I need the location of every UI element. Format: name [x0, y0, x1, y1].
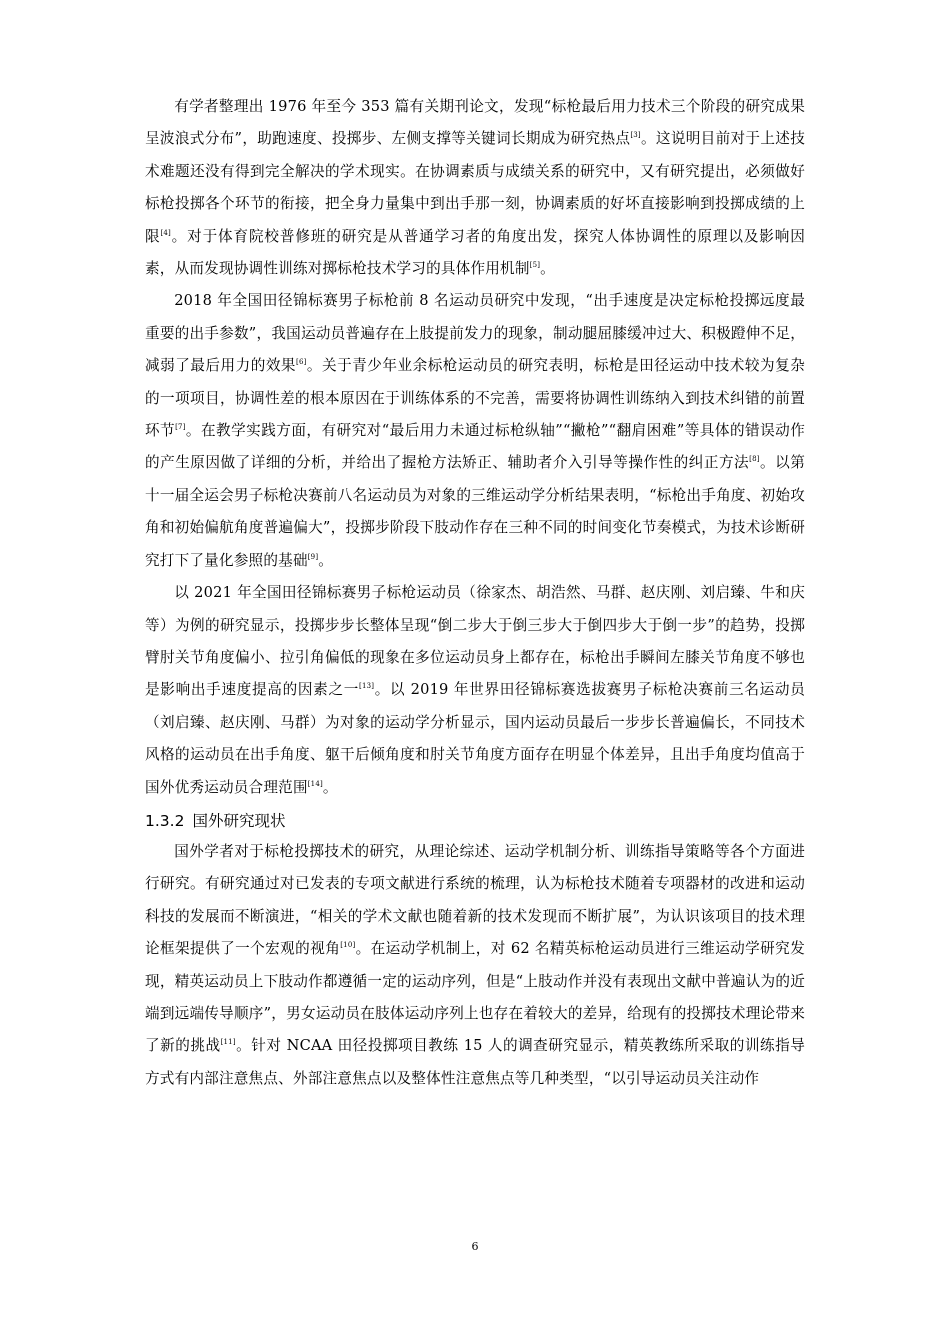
paragraph-text: 。以第十一届全运会男子标枪决赛前八名运动员为对象的三维运动学分析结果表明，“标枪出手角度、初始攻角和初始偏航角度普遍偏大”，投掷步阶段下肢动作存在三种不同的时间变化节奏模式，为技术诊断研究打下了量化参照的基础	[145, 454, 805, 569]
paragraph	[145, 577, 805, 804]
paragraph-text: 。在运动学机制上，对 62 名精英标枪运动员进行三维运动学研究发现，精英运动员上下肢动作都遵循一定的运动序列，但是“上肢动作并没有表现出文献中普遍认为的近端到远端传导顺序”，男女运动员在肢体运动序列上也存在着较大的差异，给现有的投掷技术理论带来了新的挑战	[145, 940, 805, 1055]
paragraph-text: 。	[322, 778, 338, 796]
paragraph-text: 以 2021 年全国田径锦标赛男子标枪运动员（徐家杰、胡浩然、马群、赵庆刚、刘启臻、牛和庆等）为例的研究显示，投掷步步长整体呈现“倒二步大于倒三步大于倒四步大于倒一步”的趋势，投掷臂肘关节角度偏小、拉引角偏低的现象在多位运动员身上都存在，标枪出手瞬间左膝关节角度不够也是影响出手速度提高的因素之一	[145, 584, 805, 699]
paragraph	[145, 91, 805, 285]
citation-ref: [9]	[307, 552, 319, 561]
paragraph-text: 。	[318, 551, 334, 569]
citation-ref: [13]	[359, 682, 375, 691]
citation-ref: [8]	[749, 455, 760, 464]
section-heading	[145, 806, 805, 836]
citation-ref: [5]	[529, 261, 541, 270]
paragraph-text: 。对于体育院校普修班的研究是从普通学习者的角度出发，探究人体协调性的原理以及影响因素，从而发现协调性训练对掷标枪技术学习的具体作用机制	[145, 227, 805, 278]
page-number: 6	[471, 1240, 479, 1253]
paragraph	[145, 836, 805, 1095]
paragraph-text: 2018 年全国田径锦标赛男子标枪前 8 名运动员研究中发现，“出手速度是决定标枪投掷远度最重要的出手参数”，我国运动员普遍存在上肢提前发力的现象，制动腿屈膝缓冲过大、积极蹬伸不足，减弱了最后用力的效果	[145, 292, 805, 375]
document-page	[145, 91, 805, 1095]
section-number: 1.3.2	[145, 811, 185, 830]
paragraph-text: 。以 2019 年世界田径锦标赛选拔赛男子标枪决赛前三名运动员（刘启臻、赵庆刚、马群）为对象的运动学分析显示，国内运动员最后一步步长普遍偏长，不同技术风格的运动员在出手角度、躯干后倾角度和肘关节角度方面存在明显个体差异，且出手角度均值高于国外优秀运动员合理范围	[145, 681, 805, 796]
paragraph-text: 有学者整理出 1976 年至今 353 篇有关期刊论文，发现“标枪最后用力技术三个阶段的研究成果呈波浪式分布”，助跑速度、投掷步、左侧支撑等关键词长期成为研究热点	[145, 98, 805, 148]
paragraph-text: 国外学者对于标枪投掷技术的研究，从理论综述、运动学机制分析、训练指导策略等各个方面进行研究。有研究通过对已发表的专项文献进行系统的梳理，认为标枪技术随着专项器材的改进和运动科技的发展而不断演进，“相关的学术文献也随着新的技术发现而不断扩展”，为认识该项目的技术理论框架提供了一个宏观的视角	[145, 842, 805, 958]
citation-ref: [6]	[296, 358, 307, 367]
citation-ref: [10]	[340, 941, 356, 950]
paragraph-text: 。关于青少年业余标枪运动员的研究表明，标枪是田径运动中技术较为复杂的一项项目，协调性差的根本原因在于训练体系的不完善，需要将协调性训练纳入到技术纠错的前置环节	[145, 357, 805, 440]
citation-ref: [11]	[220, 1038, 236, 1047]
section-title: 国外研究现状	[192, 811, 286, 830]
paragraph-text: 。	[540, 260, 555, 278]
paragraph-text: 。在教学实践方面，有研究对“最后用力未通过标枪纵轴”“撇枪”“翻肩困难”等具体的错误动作的产生原因做了详细的分析，并给出了握枪方法矫正、辅助者介入引导等操作性的纠正方法	[145, 422, 805, 472]
paragraph-text: 。这说明目前对于上述技术难题还没有得到完全解决的学术现实。在协调素质与成绩关系的研究中，又有研究提出，必须做好标枪投掷各个环节的衔接，把全身力量集中到出手那一刻，协调素质的好坏直接影响到投掷成绩的上限	[145, 130, 805, 245]
citation-ref: [7]	[175, 423, 186, 432]
citation-ref: [4]	[160, 228, 171, 237]
citation-ref: [3]	[630, 131, 641, 140]
paragraph	[145, 285, 805, 577]
citation-ref: [14]	[307, 779, 323, 788]
paragraph-text: 。针对 NCAA 田径投掷项目教练 15 人的调查研究显示，精英教练所采取的训练指导方式有内部注意焦点、外部注意焦点以及整体性注意焦点等几种类型，“以引导运动员关注动作	[145, 1037, 805, 1087]
